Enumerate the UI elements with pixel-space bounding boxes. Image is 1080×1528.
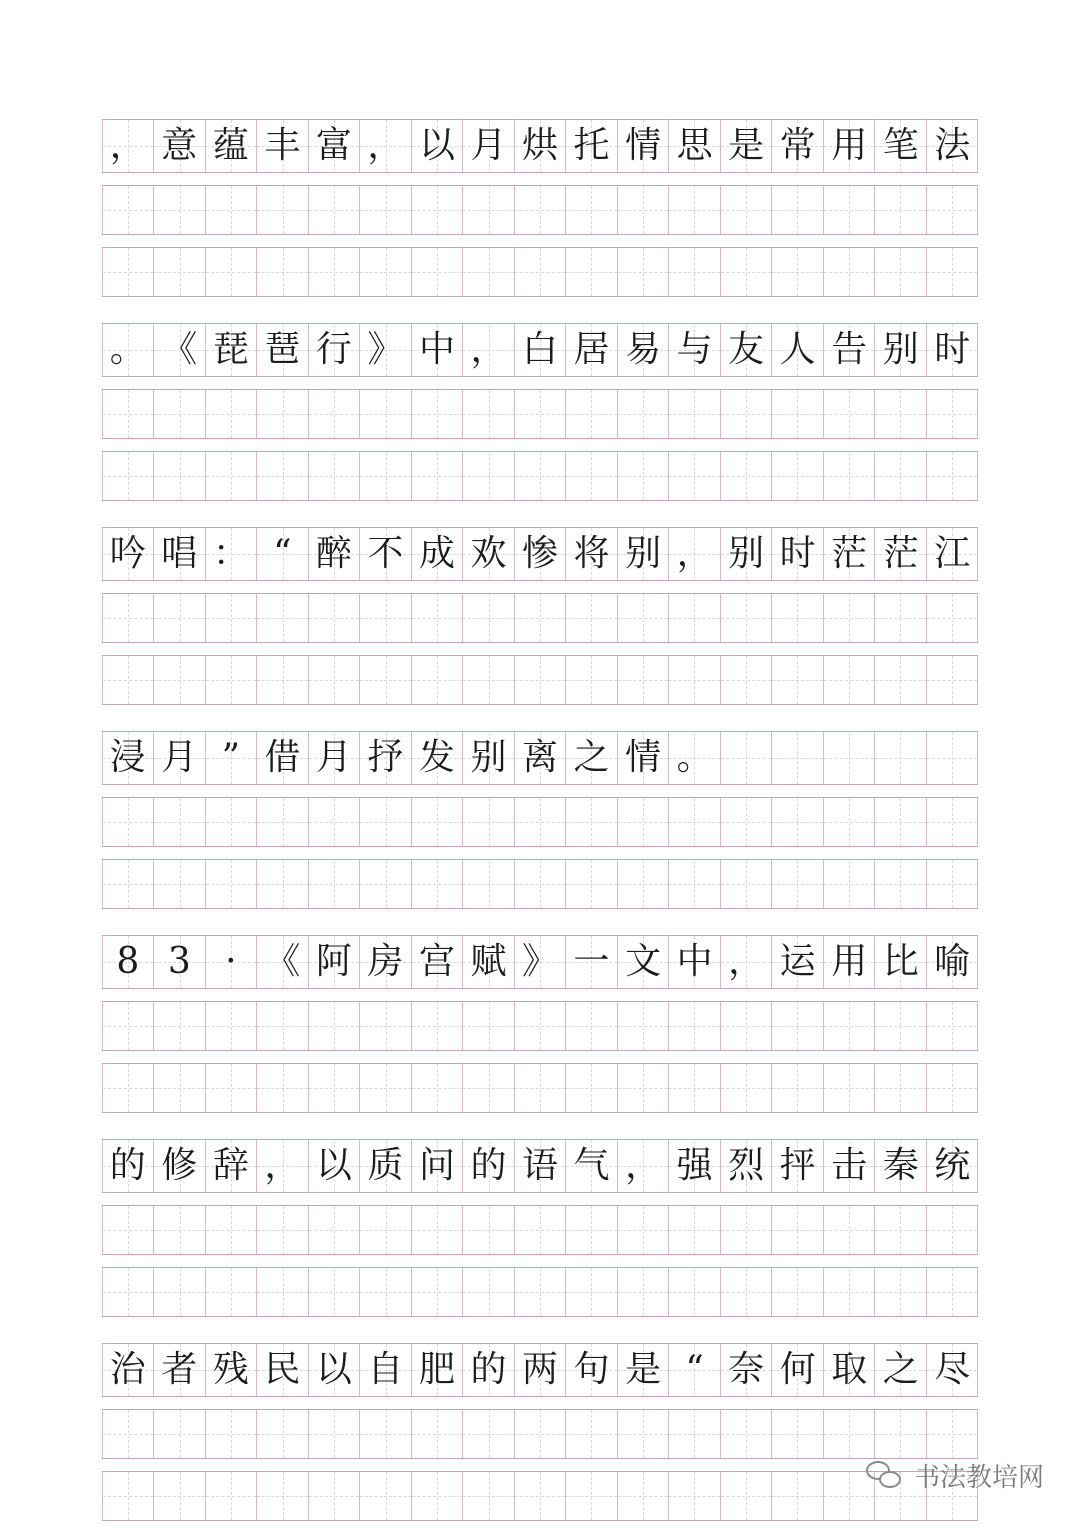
text-line-4 bbox=[102, 731, 978, 785]
line-text: 的 修 辞 ， 以 质 问 的 语 气 ， 强 烈 抨 击 秦 统 bbox=[109, 1145, 971, 1186]
practice-row bbox=[102, 1267, 978, 1317]
practice-row bbox=[102, 655, 978, 705]
text-line-6 bbox=[102, 1139, 978, 1193]
text-line-1 bbox=[102, 119, 978, 173]
practice-row bbox=[102, 1063, 978, 1113]
practice-row bbox=[102, 451, 978, 501]
practice-row bbox=[102, 1409, 978, 1459]
watermark bbox=[866, 1457, 1044, 1494]
practice-row bbox=[102, 859, 978, 909]
line-text: ， 意 蕴 丰 富 ， 以 月 烘 托 情 思 是 常 用 笔 法 bbox=[109, 125, 971, 166]
line-text: 8 3 · 《 阿 房 宫 赋 》 一 文 中 ， 运 用 比 喻 bbox=[116, 941, 971, 982]
line-text: 浸 月 ” 借 月 抒 发 别 离 之 情 。 bbox=[109, 737, 713, 778]
practice-row bbox=[102, 247, 978, 297]
watermark-text: 书法教培网 bbox=[913, 1463, 1044, 1493]
line-text: 。 《 琵 琶 行 》 中 ， 白 居 易 与 友 人 告 别 时 bbox=[109, 329, 971, 370]
practice-row bbox=[102, 1471, 978, 1521]
practice-row bbox=[102, 593, 978, 643]
text-line-5 bbox=[102, 935, 978, 989]
text-line-2 bbox=[102, 323, 978, 377]
text-line-7 bbox=[102, 1343, 978, 1397]
line-text: 吟 唱 ： “ 醉 不 成 欢 惨 将 别 ， 别 时 茫 茫 江 bbox=[109, 533, 971, 574]
practice-row bbox=[102, 389, 978, 439]
text-line-3 bbox=[102, 527, 978, 581]
practice-row bbox=[102, 1001, 978, 1051]
wechat-icon bbox=[866, 1461, 904, 1491]
practice-sheet bbox=[102, 119, 978, 1521]
line-text: 治 者 残 民 以 自 肥 的 两 句 是 “ 奈 何 取 之 尽 bbox=[109, 1349, 971, 1390]
practice-row bbox=[102, 797, 978, 847]
practice-row bbox=[102, 185, 978, 235]
practice-row bbox=[102, 1205, 978, 1255]
